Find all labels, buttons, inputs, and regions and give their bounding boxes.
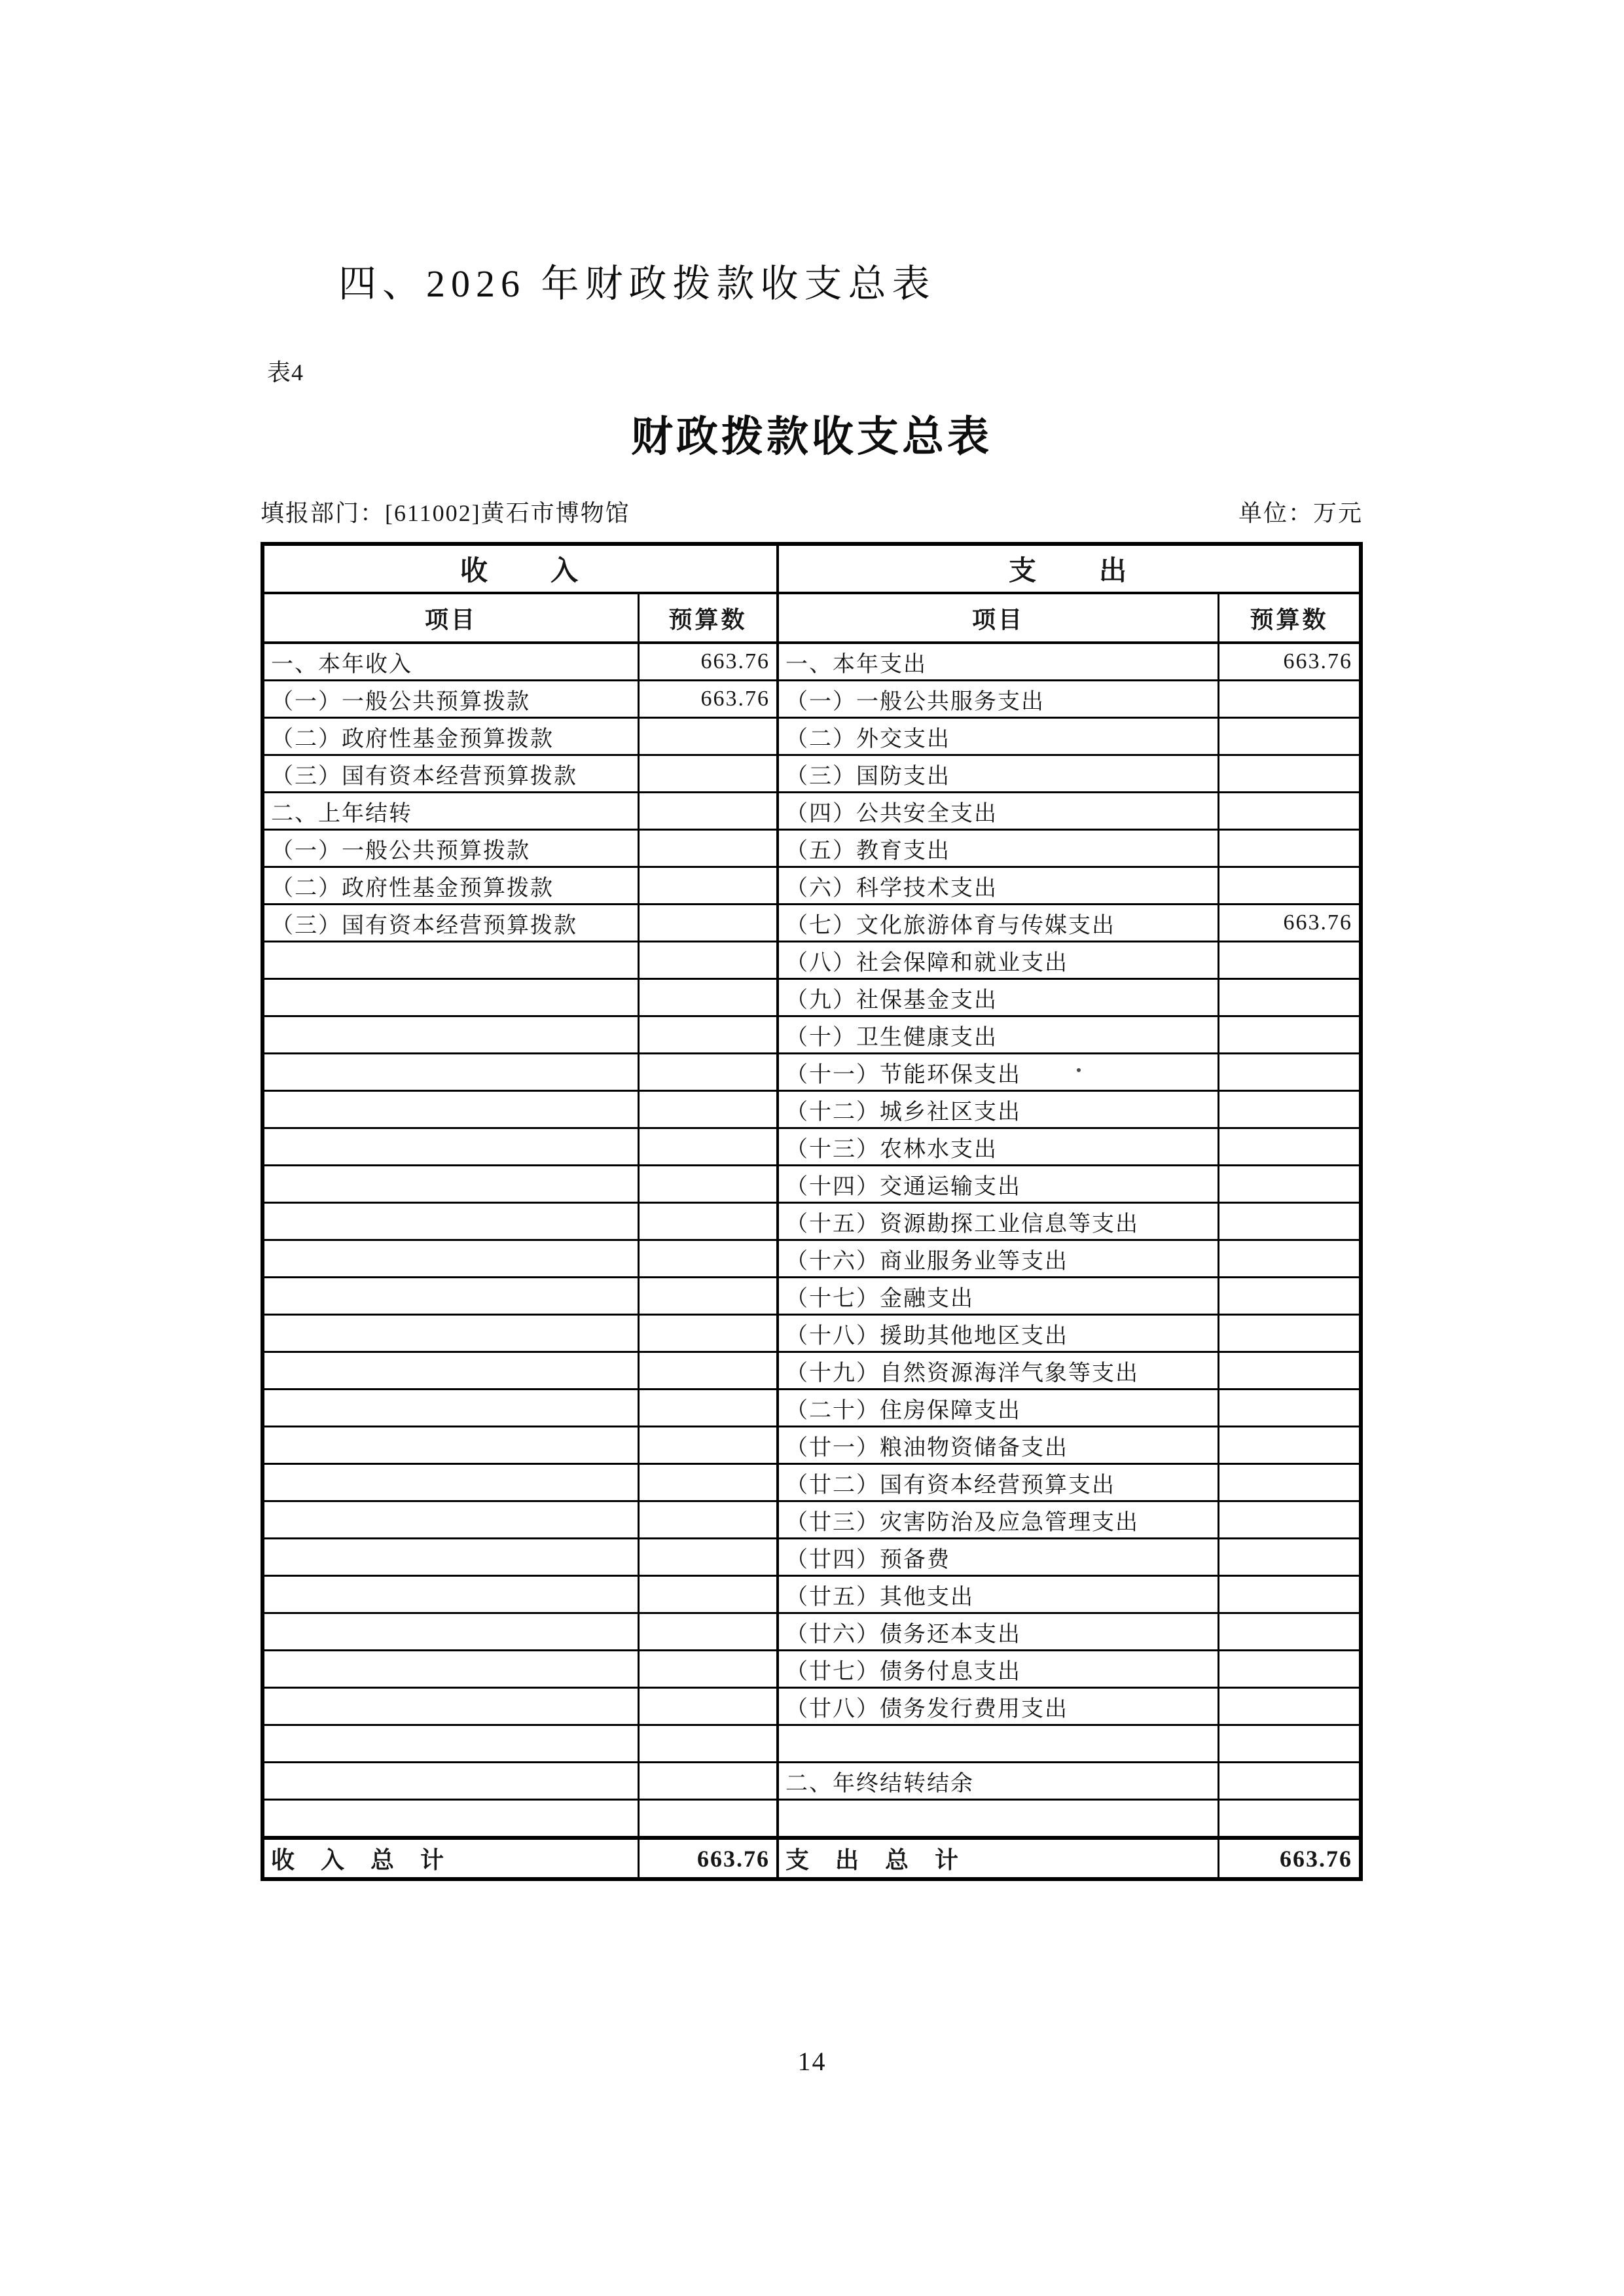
expense-item-cell: （十五）资源勘探工业信息等支出 xyxy=(779,1204,1219,1241)
income-value-cell xyxy=(640,1651,779,1689)
expense-value-cell xyxy=(1219,1129,1359,1166)
expense-item-cell: （廿一）粮油物资储备支出 xyxy=(779,1427,1219,1465)
income-value-cell xyxy=(640,942,779,980)
income-value-cell xyxy=(640,1726,779,1763)
expense-value-cell xyxy=(1219,831,1359,868)
income-value-cell xyxy=(640,1689,779,1726)
expense-item-cell: （十一）节能环保支出 xyxy=(779,1054,1219,1092)
expense-item-cell: 一、本年支出 xyxy=(779,644,1219,681)
table-tag-label: 表4 xyxy=(267,359,304,386)
income-item-cell xyxy=(264,1651,640,1689)
expense-budget-column-header: 预算数 xyxy=(1219,594,1359,644)
expense-item-cell xyxy=(779,1726,1219,1763)
income-item-cell: （三）国有资本经营预算拨款 xyxy=(264,905,640,942)
expense-value-cell xyxy=(1219,942,1359,980)
expense-value-cell xyxy=(1219,1763,1359,1801)
income-budget-column-header: 预算数 xyxy=(640,594,779,644)
income-item-cell xyxy=(264,1427,640,1465)
income-item-cell xyxy=(264,1763,640,1801)
income-item-cell xyxy=(264,1241,640,1278)
income-item-cell xyxy=(264,1092,640,1129)
income-value-cell xyxy=(640,1465,779,1502)
expense-item-column-header: 项目 xyxy=(779,594,1219,644)
income-value-cell xyxy=(640,980,779,1017)
income-item-cell: （二）政府性基金预算拨款 xyxy=(264,868,640,905)
expense-section-header: 支 出 xyxy=(779,546,1359,594)
expense-item-cell: （十八）援助其他地区支出 xyxy=(779,1316,1219,1353)
income-value-cell xyxy=(640,1614,779,1651)
expense-item-cell: （廿四）预备费 xyxy=(779,1539,1219,1577)
income-value-cell xyxy=(640,1502,779,1539)
income-value-cell xyxy=(640,719,779,756)
expense-item-cell: （十九）自然资源海洋气象等支出 xyxy=(779,1353,1219,1390)
income-item-cell: 二、上年结转 xyxy=(264,793,640,831)
expense-value-cell xyxy=(1219,1278,1359,1316)
income-item-cell xyxy=(264,1502,640,1539)
expense-value-cell xyxy=(1219,980,1359,1017)
income-value-cell xyxy=(640,756,779,793)
income-item-cell xyxy=(264,942,640,980)
expense-value-cell xyxy=(1219,1614,1359,1651)
expense-value-cell xyxy=(1219,1689,1359,1726)
income-item-cell: （一）一般公共预算拨款 xyxy=(264,831,640,868)
income-value-cell: 663.76 xyxy=(640,681,779,719)
income-value-cell xyxy=(640,1801,779,1838)
scan-artifact-dot xyxy=(1077,1068,1081,1072)
expense-value-cell xyxy=(1219,1539,1359,1577)
income-item-cell xyxy=(264,1390,640,1427)
expense-item-cell: （二）外交支出 xyxy=(779,719,1219,756)
section-title: 四、2026 年财政拨款收支总表 xyxy=(338,262,936,305)
income-item-cell xyxy=(264,1017,640,1054)
expense-value-cell xyxy=(1219,1092,1359,1129)
expense-value-cell xyxy=(1219,756,1359,793)
income-item-cell xyxy=(264,1278,640,1316)
expense-value-cell xyxy=(1219,1204,1359,1241)
income-item-cell xyxy=(264,1353,640,1390)
income-item-cell xyxy=(264,1204,640,1241)
expense-total-value: 663.76 xyxy=(1219,1838,1359,1877)
income-item-cell: （三）国有资本经营预算拨款 xyxy=(264,756,640,793)
budget-summary-table xyxy=(261,542,1363,1881)
expense-item-cell: （六）科学技术支出 xyxy=(779,868,1219,905)
expense-item-cell: （十二）城乡社区支出 xyxy=(779,1092,1219,1129)
income-item-cell xyxy=(264,1129,640,1166)
expense-item-cell: （十三）农林水支出 xyxy=(779,1129,1219,1166)
expense-value-cell xyxy=(1219,868,1359,905)
expense-item-cell: （廿二）国有资本经营预算支出 xyxy=(779,1465,1219,1502)
expense-item-cell: （十四）交通运输支出 xyxy=(779,1166,1219,1204)
expense-item-cell: （十六）商业服务业等支出 xyxy=(779,1241,1219,1278)
expense-value-cell xyxy=(1219,681,1359,719)
expense-value-cell xyxy=(1219,1651,1359,1689)
income-item-cell xyxy=(264,1614,640,1651)
expense-value-cell: 663.76 xyxy=(1219,905,1359,942)
income-value-cell xyxy=(640,1017,779,1054)
income-item-cell xyxy=(264,1689,640,1726)
expense-value-cell xyxy=(1219,1353,1359,1390)
expense-item-cell xyxy=(779,1801,1219,1838)
expense-item-cell: （八）社会保障和就业支出 xyxy=(779,942,1219,980)
department-label: 填报部门：[611002]黄石市博物馆 xyxy=(261,500,630,526)
income-value-cell xyxy=(640,1577,779,1614)
expense-item-cell: （廿七）债务付息支出 xyxy=(779,1651,1219,1689)
income-section-header: 收 入 xyxy=(264,546,779,594)
expense-value-cell xyxy=(1219,719,1359,756)
expense-item-cell: （一）一般公共服务支出 xyxy=(779,681,1219,719)
expense-value-cell xyxy=(1219,1801,1359,1838)
income-value-cell xyxy=(640,1241,779,1278)
expense-value-cell xyxy=(1219,1316,1359,1353)
expense-value-cell xyxy=(1219,793,1359,831)
expense-value-cell xyxy=(1219,1390,1359,1427)
income-total-value: 663.76 xyxy=(640,1838,779,1877)
income-value-cell xyxy=(640,1539,779,1577)
expense-total-label: 支 出 总 计 xyxy=(779,1838,1219,1877)
expense-item-cell: （十）卫生健康支出 xyxy=(779,1017,1219,1054)
income-item-cell xyxy=(264,1801,640,1838)
income-value-cell xyxy=(640,1316,779,1353)
income-item-cell xyxy=(264,1316,640,1353)
expense-item-cell: （五）教育支出 xyxy=(779,831,1219,868)
expense-value-cell xyxy=(1219,1465,1359,1502)
income-item-cell: 一、本年收入 xyxy=(264,644,640,681)
income-value-cell: 663.76 xyxy=(640,644,779,681)
expense-item-cell: 二、年终结转结余 xyxy=(779,1763,1219,1801)
income-value-cell xyxy=(640,868,779,905)
income-value-cell xyxy=(640,1166,779,1204)
expense-value-cell xyxy=(1219,1166,1359,1204)
income-value-cell xyxy=(640,1054,779,1092)
expense-item-cell: （九）社保基金支出 xyxy=(779,980,1219,1017)
expense-item-cell: （廿八）债务发行费用支出 xyxy=(779,1689,1219,1726)
table-meta-row xyxy=(261,495,1363,528)
income-value-cell xyxy=(640,1763,779,1801)
income-value-cell xyxy=(640,905,779,942)
expense-item-cell: （十七）金融支出 xyxy=(779,1278,1219,1316)
page-number: 14 xyxy=(797,2047,827,2076)
income-value-cell xyxy=(640,1278,779,1316)
income-total-label: 收 入 总 计 xyxy=(264,1838,640,1877)
expense-value-cell: 663.76 xyxy=(1219,644,1359,681)
expense-item-cell: （廿三）灾害防治及应急管理支出 xyxy=(779,1502,1219,1539)
expense-value-cell xyxy=(1219,1577,1359,1614)
income-item-cell xyxy=(264,1054,640,1092)
income-item-cell xyxy=(264,980,640,1017)
income-value-cell xyxy=(640,1204,779,1241)
expense-item-cell: （二十）住房保障支出 xyxy=(779,1390,1219,1427)
income-item-column-header: 项目 xyxy=(264,594,640,644)
income-value-cell xyxy=(640,1353,779,1390)
expense-item-cell: （三）国防支出 xyxy=(779,756,1219,793)
income-value-cell xyxy=(640,1427,779,1465)
expense-value-cell xyxy=(1219,1502,1359,1539)
expense-value-cell xyxy=(1219,1427,1359,1465)
income-value-cell xyxy=(640,1129,779,1166)
income-item-cell: （二）政府性基金预算拨款 xyxy=(264,719,640,756)
income-item-cell xyxy=(264,1465,640,1502)
income-item-cell: （一）一般公共预算拨款 xyxy=(264,681,640,719)
expense-item-cell: （七）文化旅游体育与传媒支出 xyxy=(779,905,1219,942)
expense-value-cell xyxy=(1219,1017,1359,1054)
expense-item-cell: （廿六）债务还本支出 xyxy=(779,1614,1219,1651)
income-value-cell xyxy=(640,831,779,868)
income-item-cell xyxy=(264,1539,640,1577)
expense-item-cell: （廿五）其他支出 xyxy=(779,1577,1219,1614)
income-item-cell xyxy=(264,1166,640,1204)
expense-value-cell xyxy=(1219,1726,1359,1763)
income-value-cell xyxy=(640,793,779,831)
expense-value-cell xyxy=(1219,1054,1359,1092)
expense-value-cell xyxy=(1219,1241,1359,1278)
income-item-cell xyxy=(264,1577,640,1614)
income-item-cell xyxy=(264,1726,640,1763)
expense-item-cell: （四）公共安全支出 xyxy=(779,793,1219,831)
income-value-cell xyxy=(640,1390,779,1427)
table-title: 财政拨款收支总表 xyxy=(631,413,992,460)
income-value-cell xyxy=(640,1092,779,1129)
unit-label: 单位：万元 xyxy=(1238,500,1363,526)
